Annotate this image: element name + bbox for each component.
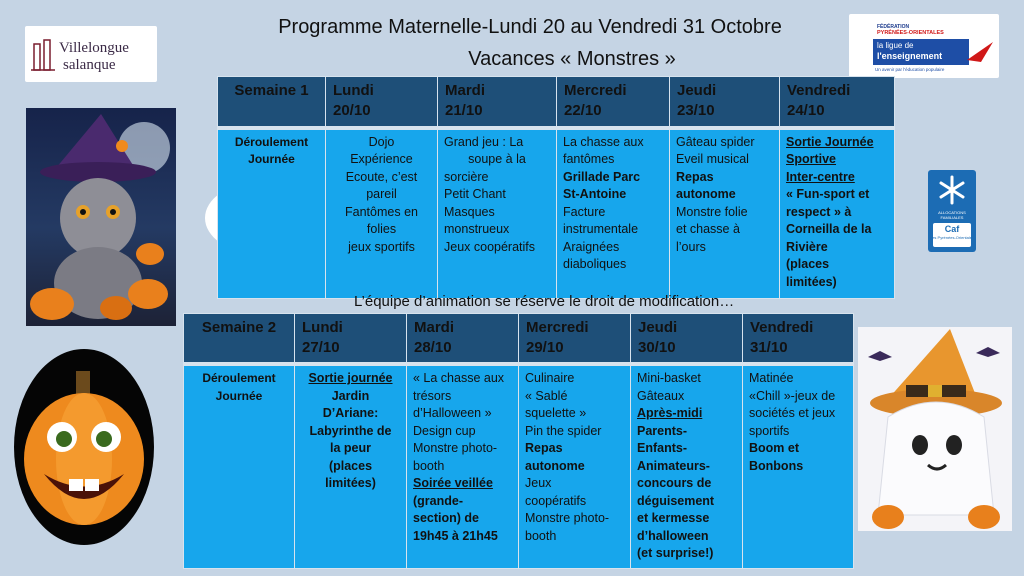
pumpkin-image [14, 349, 154, 545]
activity-line: Jardin [331, 388, 370, 403]
day-name: Lundi [302, 319, 343, 336]
day-date: 24/10 [787, 102, 825, 119]
day-date: 21/10 [445, 102, 483, 119]
week1-activities-wed [557, 128, 670, 299]
activity-line: Animateurs- [637, 458, 710, 473]
activity-line: Jeux coopératifs [444, 239, 536, 254]
week2-activity-row [184, 364, 854, 568]
week2-header-row [184, 314, 854, 365]
week1-corner: Semaine 1 [218, 77, 326, 128]
logo-ligue: la ligue de [877, 41, 914, 50]
activity-line: Corneilla de la [786, 222, 872, 237]
label-line: Déroulement [202, 371, 276, 386]
day-name: Mercredi [564, 82, 627, 99]
week1-header-thu [670, 77, 780, 128]
activity-line: trésors [413, 388, 452, 403]
activity-line: autonome [676, 187, 736, 202]
week1-header-mon [326, 77, 438, 128]
activity-line: Masques [444, 204, 495, 219]
logo-text-villelongue: Villelongue [59, 40, 129, 56]
activity-line: Petit Chant [444, 187, 506, 202]
activity-line: déguisement [637, 493, 715, 508]
activity-line: soupe à la [468, 152, 526, 167]
tower-icon [31, 36, 55, 72]
activity-line: jeux sportifs [348, 239, 415, 254]
modification-notice: L’équipe d’animation se réserve le droit de modification… [354, 293, 735, 310]
activity-line: limitées) [325, 476, 376, 491]
week1-row-label [218, 128, 326, 299]
week1-header-tue [438, 77, 557, 128]
activity-line: Bonbons [749, 458, 804, 473]
activity-line: monstrueux [444, 222, 510, 237]
activity-line: 19h45 à 21h45 [413, 528, 498, 543]
activity-line: folies [366, 222, 397, 237]
day-name: Mardi [445, 82, 486, 99]
activity-line: Sortie Journée [786, 134, 874, 149]
activity-line: Soirée veillée [413, 476, 493, 491]
activity-line: limitées) [786, 274, 837, 289]
activity-line: Gâteaux [637, 388, 685, 403]
day-name: Mercredi [526, 319, 589, 336]
activity-line: respect » à [786, 204, 852, 219]
activity-line: coopératifs [525, 493, 587, 508]
activity-line: « La chasse aux [413, 371, 505, 386]
activity-line: Sportive [786, 152, 837, 167]
caf-logo [928, 170, 976, 252]
week2-schedule [183, 313, 853, 569]
activity-line: d’halloween [637, 528, 709, 543]
activity-line: et kermesse [637, 511, 710, 526]
day-date: 20/10 [333, 102, 371, 119]
activity-line: Matinée [749, 371, 794, 386]
activity-line: Grillade Parc [563, 169, 641, 184]
page-subtitle: Vacances « Monstres » [468, 48, 676, 70]
day-name: Mardi [414, 319, 455, 336]
week2-activities-wed [519, 364, 631, 568]
page-title: Programme Maternelle-Lundi 20 au Vendredi 31 Octobre [278, 16, 782, 38]
day-name: Vendredi [787, 82, 851, 99]
activity-line: Fantômes en [345, 204, 418, 219]
day-date: 30/10 [638, 339, 676, 356]
activity-line: squelette » [525, 406, 587, 421]
corner-text: Semaine 2 [201, 319, 277, 336]
day-date: 23/10 [677, 102, 715, 119]
day-date: 27/10 [302, 339, 340, 356]
activity-line: autonome [525, 458, 585, 473]
logo-tagline: Un avenir par l'éducation populaire [875, 67, 945, 72]
activity-line: (et surprise!) [637, 546, 714, 561]
week2-activities-tue [407, 364, 519, 568]
activity-line: «Chill »-jeux de [749, 388, 836, 403]
activity-line: Labyrinthe de [309, 423, 392, 438]
activity-line: Culinaire [525, 371, 575, 386]
activity-line: Araignées [563, 239, 620, 254]
activity-line: Repas [525, 441, 563, 456]
week1-header-fri [780, 77, 895, 128]
activity-line: fantômes [563, 152, 615, 167]
label-line: Journée [248, 152, 295, 167]
activity-line: Parents- [637, 423, 688, 438]
logo-federation: FÉDÉRATION [877, 24, 910, 30]
snowflake-icon [938, 174, 966, 206]
activity-line: booth [525, 528, 557, 543]
activity-line: Après-midi [637, 406, 703, 421]
activity-line: Jeux [525, 476, 552, 491]
week2-activities-mon [295, 364, 407, 568]
red-arrow-icon [967, 40, 995, 64]
week1-activities-tue [438, 128, 557, 299]
activity-line: Mini-basket [637, 371, 701, 386]
logo-enseignement: l'enseignement [877, 51, 943, 61]
activity-line: sorcière [444, 169, 489, 184]
week2-row-label [184, 364, 295, 568]
week1-table [217, 76, 895, 299]
day-date: 22/10 [564, 102, 602, 119]
day-date: 29/10 [526, 339, 564, 356]
activity-line: Enfants- [637, 441, 687, 456]
activity-line: Dojo [368, 134, 395, 149]
activity-line: d’Halloween » [413, 406, 492, 421]
activity-line: « Sablé [525, 388, 568, 403]
caf-name: Caf [944, 224, 960, 234]
week1-header-wed [557, 77, 670, 128]
day-name: Jeudi [638, 319, 678, 336]
ghost-witch-image [858, 327, 1012, 531]
week2-header-wed [519, 314, 631, 365]
week2-header-thu [631, 314, 743, 365]
logo-region: PYRÉNÉES-ORIENTALES [877, 30, 944, 36]
week1-activity-row [218, 128, 895, 299]
activity-line: Rivière [786, 239, 828, 254]
activity-line: Monstre photo- [413, 441, 498, 456]
activity-line: pareil [366, 187, 397, 202]
activity-line: « Fun-sport et [786, 187, 870, 202]
activity-line: Inter-centre [786, 169, 855, 184]
activity-line: St-Antoine [563, 187, 627, 202]
week1-schedule [217, 76, 894, 299]
activity-line: Design cup [413, 423, 476, 438]
activity-line: Gâteau spider [676, 134, 755, 149]
activity-line: Ecoute, c’est [345, 169, 418, 184]
villelongue-logo [25, 26, 157, 82]
label-line: Journée [215, 388, 263, 403]
activity-line: concours de [637, 476, 712, 491]
activity-line: Monstre photo- [525, 511, 610, 526]
activity-line: Eveil musical [676, 152, 749, 167]
week2-activities-thu [631, 364, 743, 568]
activity-line: sportifs [749, 423, 790, 438]
activity-line: D’Ariane: [322, 406, 379, 421]
activity-line: (grande- [413, 493, 463, 508]
activity-line: Boom et [749, 441, 799, 456]
activity-line: Sortie journée [308, 371, 393, 386]
day-date: 28/10 [414, 339, 452, 356]
week2-activities-fri [743, 364, 854, 568]
week1-header-row [218, 77, 895, 128]
activity-line: sociétés et jeux [749, 406, 836, 421]
activity-line: Grand jeu : La [444, 134, 524, 149]
halloween-cat-image [26, 108, 176, 326]
activity-line: instrumentale [563, 222, 639, 237]
week2-table [183, 313, 854, 569]
week2-header-tue [407, 314, 519, 365]
week1-activities-thu [670, 128, 780, 299]
week2-header-fri [743, 314, 854, 365]
activity-line: Expérience [350, 152, 413, 167]
activity-line: section) de [413, 511, 479, 526]
activity-line: Pin the spider [525, 423, 602, 438]
activity-line: (places [786, 257, 830, 272]
day-name: Vendredi [750, 319, 814, 336]
week1-activities-mon [326, 128, 438, 299]
activity-line: l’ours [676, 239, 706, 254]
week1-activities-fri [780, 128, 895, 299]
caf-department: des Pyrénées-Orientales [929, 235, 975, 240]
activity-line: La chasse aux [563, 134, 644, 149]
activity-line: (places [328, 458, 373, 473]
activity-line: diaboliques [563, 257, 627, 272]
activity-line: Repas [676, 169, 714, 184]
logo-text-salanque: salanque [63, 57, 116, 73]
activity-line: Monstre folie [676, 204, 748, 219]
day-name: Jeudi [677, 82, 717, 99]
ligue-enseignement-logo [849, 14, 999, 78]
day-name: Lundi [333, 82, 374, 99]
day-date: 31/10 [750, 339, 788, 356]
activity-line: et chasse à [676, 222, 740, 237]
week2-header-mon [295, 314, 407, 365]
activity-line: la peur [330, 441, 371, 456]
activity-line: Facture [563, 204, 606, 219]
label-line: Déroulement [234, 134, 309, 149]
caf-allocations: ALLOCATIONS FAMILIALES [938, 210, 966, 220]
activity-line: booth [413, 458, 445, 473]
week2-corner [184, 314, 295, 365]
